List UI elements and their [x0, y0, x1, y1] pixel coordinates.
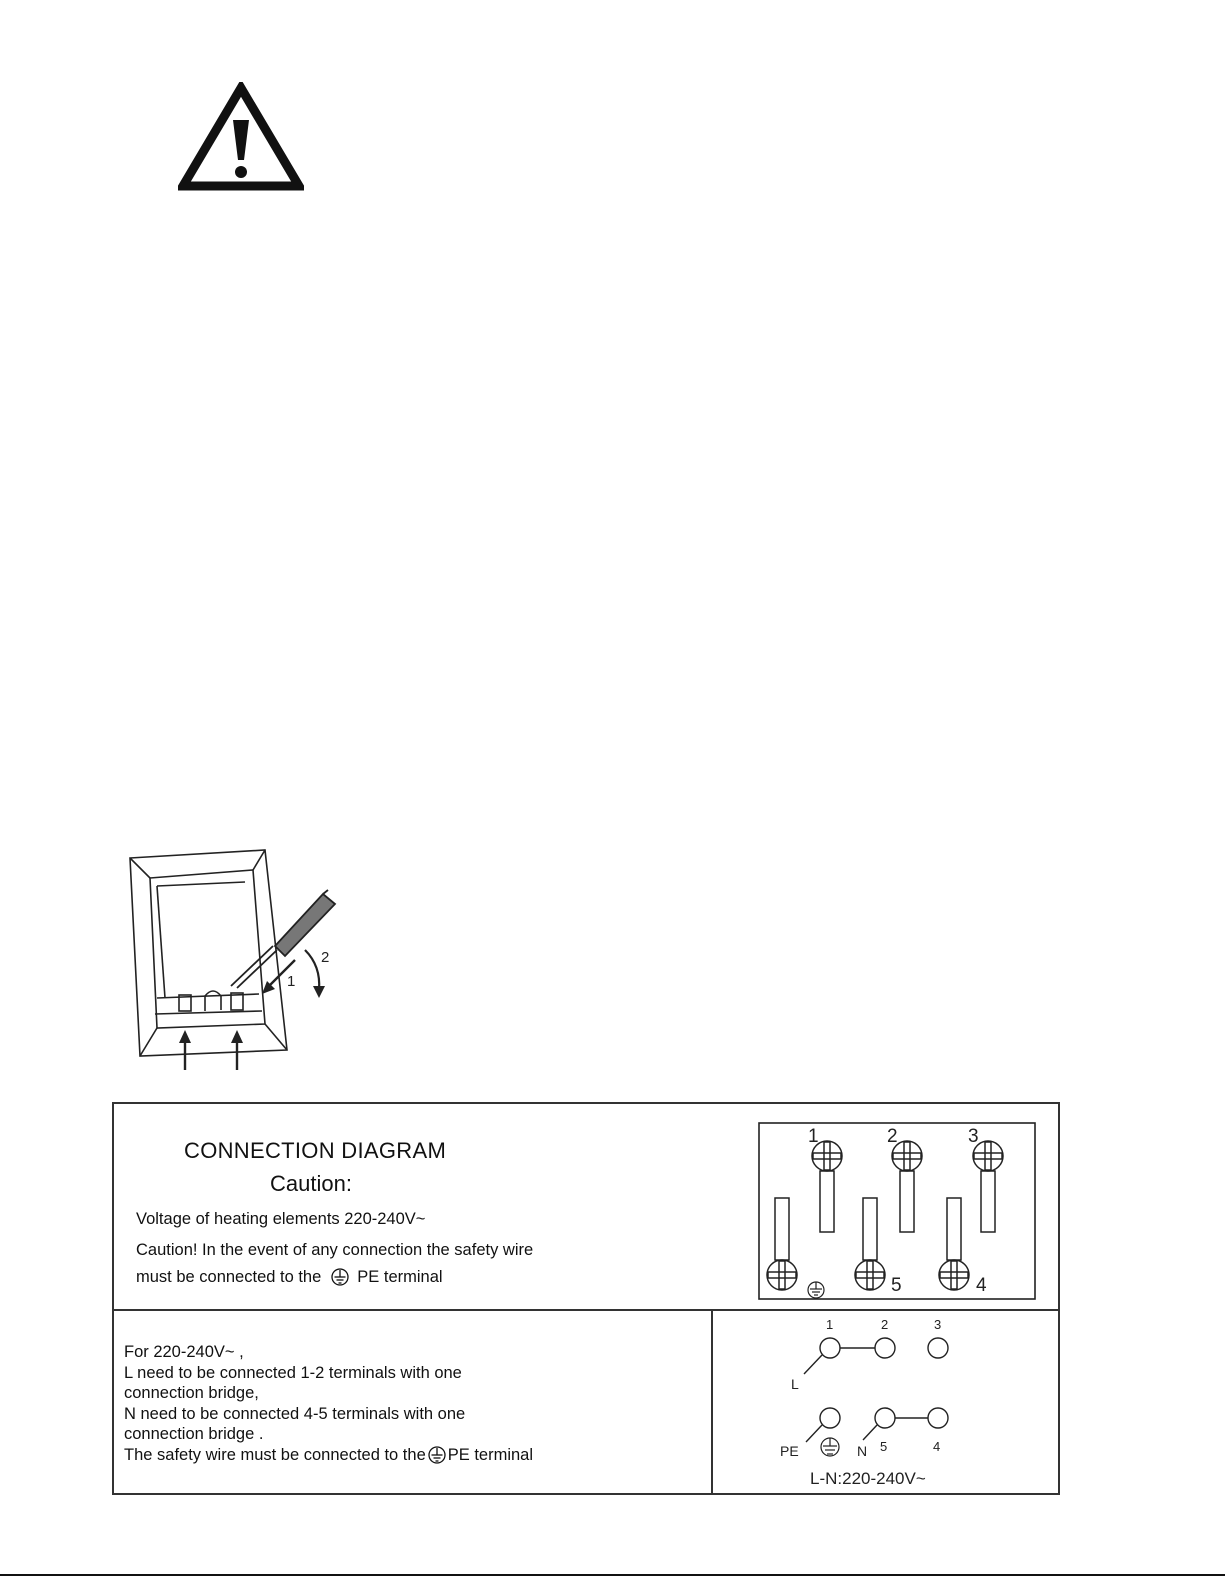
- ground-symbol-icon: [428, 1446, 446, 1464]
- bottom-screw-3-slot-v: [951, 1261, 957, 1289]
- table-divider-horizontal: [114, 1309, 1058, 1311]
- n-lead: [863, 1425, 877, 1440]
- table-divider-vertical: [711, 1309, 713, 1493]
- wiring-terminal-2: [875, 1338, 895, 1358]
- connection-diagram-panel: [112, 1102, 1060, 1495]
- bottom-bar-3: [947, 1198, 961, 1260]
- wiring-terminal-1: [820, 1338, 840, 1358]
- warning-triangle-icon: [178, 82, 304, 192]
- bottom-screw-1-slot-h: [768, 1272, 796, 1278]
- wiring-number-5: 5: [880, 1439, 888, 1454]
- wiring-terminal-3: [928, 1338, 948, 1358]
- wiring-instructions: [124, 1342, 533, 1465]
- bottom-screw-1: [767, 1260, 797, 1290]
- caution-heading: Caution:: [270, 1171, 352, 1196]
- voltage-rating: L-N:220-240V~: [810, 1469, 926, 1488]
- safety-suffix: PE terminal: [447, 1445, 534, 1464]
- top-bar-3: [981, 1171, 995, 1232]
- bottom-screw-3-slot-h: [940, 1272, 968, 1278]
- terminal-1-number: 1: [808, 1126, 819, 1147]
- voltage-note: Voltage of heating elements 220-240V~: [136, 1210, 426, 1228]
- page-bottom-rule: [0, 1574, 1225, 1576]
- step-2-label: 2: [321, 949, 330, 966]
- top-screw-3-slot-v: [985, 1142, 991, 1170]
- terminal-3-number: 3: [968, 1126, 979, 1147]
- pe-note-suffix: PE terminal: [357, 1268, 443, 1286]
- safety-prefix: The safety wire must be connected to the: [124, 1445, 426, 1464]
- step-1-label: 1: [287, 973, 296, 990]
- terminal-5-number: 5: [891, 1275, 902, 1296]
- instruction-line: For 220-240V~ ,: [124, 1343, 244, 1361]
- top-screw-1-slot-h: [813, 1153, 841, 1159]
- bottom-screw-2: [855, 1260, 885, 1290]
- top-bar-1: [820, 1171, 834, 1232]
- pe-terminal-note: [136, 1268, 443, 1287]
- wiring-number-2: 2: [881, 1317, 889, 1332]
- instruction-line: N need to be connected 4-5 terminals with one: [124, 1404, 466, 1423]
- top-screw-1-slot-v: [824, 1142, 830, 1170]
- wiring-terminal-4: [928, 1408, 948, 1428]
- bottom-bar-1: [775, 1198, 789, 1260]
- bottom-screw-3: [939, 1260, 969, 1290]
- pe-lead: [806, 1425, 822, 1442]
- terminal-ground-icon: [808, 1282, 824, 1298]
- pe-note-prefix: must be connected to the: [136, 1268, 322, 1286]
- terminal-box-illustration: [125, 848, 350, 1073]
- terminal-block-diagram: [758, 1122, 1036, 1302]
- wiring-terminal-pe: [820, 1408, 840, 1428]
- terminal-4-number: 4: [976, 1275, 987, 1296]
- wiring-ground-icon: [821, 1438, 839, 1456]
- top-screw-3-slot-h: [974, 1153, 1002, 1159]
- bottom-bar-2: [863, 1198, 877, 1260]
- bottom-screw-2-slot-h: [856, 1272, 884, 1278]
- l-label: L: [791, 1376, 799, 1392]
- bottom-screw-1-slot-v: [779, 1261, 785, 1289]
- wiring-number-4: 4: [933, 1439, 941, 1454]
- caution-note: Caution! In the event of any connection the safety wire: [136, 1241, 534, 1259]
- top-screw-2-slot-v: [904, 1142, 910, 1170]
- n-label: N: [857, 1443, 868, 1459]
- instruction-line: connection bridge .: [124, 1425, 264, 1443]
- top-bar-2: [900, 1171, 914, 1232]
- instruction-line: connection bridge,: [124, 1384, 259, 1402]
- ground-symbol-icon: [331, 1268, 349, 1286]
- instruction-line: L need to be connected 1-2 terminals with one: [124, 1363, 462, 1382]
- wiring-terminal-5: [875, 1408, 895, 1428]
- connection-diagram-title: CONNECTION DIAGRAM: [184, 1138, 447, 1163]
- pe-label: PE: [780, 1443, 799, 1459]
- wiring-number-3: 3: [934, 1317, 942, 1332]
- terminal-2-number: 2: [887, 1126, 898, 1147]
- wiring-number-1: 1: [826, 1317, 834, 1332]
- bottom-screw-2-slot-v: [867, 1261, 873, 1289]
- safety-wire-line: [124, 1445, 533, 1466]
- top-screw-2-slot-h: [893, 1153, 921, 1159]
- wiring-schematic: [754, 1314, 1054, 1494]
- l-lead: [804, 1355, 822, 1374]
